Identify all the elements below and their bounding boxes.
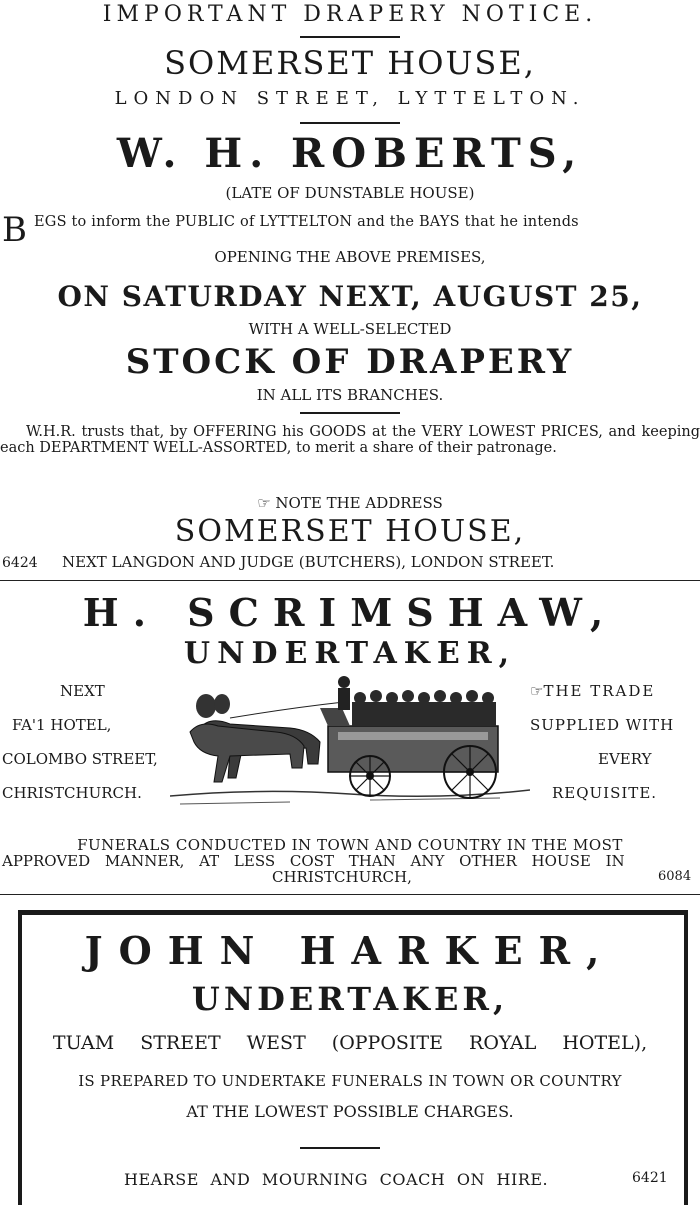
supply-line: ☞THE TRADE (530, 682, 656, 700)
address-line: COLOMBO STREET, (2, 750, 158, 768)
intro-line-2: OPENING THE ABOVE PREMISES, (214, 248, 486, 266)
venue-address: LONDON STREET, LYTTELTON. (114, 88, 586, 109)
divider (300, 1147, 380, 1149)
body-paragraph: W.H.R. trusts that, by OFFERING his GOODS at the VERY LOWEST PRICES, and keeping each DEPARTMENT WELL-ASSORTED, to merit a share of their patronage. (0, 424, 700, 456)
footer-address: NEXT LANGDON AND JUDGE (BUTCHERS), LONDON STREET. (62, 553, 555, 571)
funerals-line-1: FUNERALS CONDUCTED IN TOWN AND COUNTRY IN THE MOST (77, 836, 623, 854)
hire-line: HEARSE AND MOURNING COACH ON HIRE. (124, 1170, 549, 1189)
ad-separator (0, 580, 700, 581)
stock-heading: STOCK OF DRAPERY (125, 342, 575, 382)
with-line: WITH A WELL-SELECTED (248, 320, 452, 338)
undertaker-name: H. SCRIMSHAW, (82, 590, 618, 635)
note-address-text: NOTE THE ADDRESS (275, 494, 443, 512)
ref-number: 6424 (2, 555, 38, 571)
divider (300, 36, 400, 38)
pointing-hand-icon: ☞ (530, 682, 544, 700)
address-line: NEXT (60, 682, 105, 700)
undertaker-name: JOHN HARKER, (84, 928, 616, 973)
trade-heading: UNDERTAKER, (183, 636, 517, 671)
ref-number: 6084 (658, 869, 692, 884)
note-address-line (0, 494, 700, 512)
venue-name: SOMERSET HOUSE, (164, 44, 536, 82)
funerals-line-3: CHRISTCHURCH, (272, 868, 412, 886)
proprietor-name: W. H. ROBERTS, (116, 130, 584, 177)
hearse-illustration (170, 668, 530, 818)
address-line: CHRISTCHURCH. (2, 784, 142, 802)
footer-venue: SOMERSET HOUSE, (174, 514, 526, 549)
intro-line-1: EGS to inform the PUBLIC of LYTTELTON and the BAYS that he intends (34, 214, 579, 230)
ad-heading: IMPORTANT DRAPERY NOTICE. (102, 2, 598, 27)
supply-line: SUPPLIED WITH (530, 716, 675, 734)
harker-body-1: IS PREPARED TO UNDERTAKE FUNERALS IN TOWN OR COUNTRY (78, 1072, 622, 1090)
harker-body-2: AT THE LOWEST POSSIBLE CHARGES. (186, 1102, 514, 1121)
address-line: FA'1 HOTEL, (12, 716, 112, 734)
ref-number: 6421 (632, 1170, 668, 1186)
ad-separator (0, 894, 700, 895)
supply-line: EVERY (598, 750, 652, 768)
late-of-line: (LATE OF DUNSTABLE HOUSE) (225, 184, 475, 202)
branches-line: IN ALL ITS BRANCHES. (256, 386, 444, 404)
drop-cap: B (2, 210, 27, 250)
divider (300, 122, 400, 124)
supply-line: REQUISITE. (552, 784, 658, 802)
divider (300, 412, 400, 414)
pointing-hand-icon: ☞ (257, 494, 271, 512)
funerals-line-2: APPROVED MANNER, AT LESS COST THAN ANY OTHER HOUSE IN (2, 852, 625, 870)
opening-date: ON SATURDAY NEXT, AUGUST 25, (57, 280, 643, 313)
harker-address: TUAM STREET WEST (OPPOSITE ROYAL HOTEL), (52, 1032, 648, 1054)
trade-heading: UNDERTAKER, (191, 980, 509, 1018)
